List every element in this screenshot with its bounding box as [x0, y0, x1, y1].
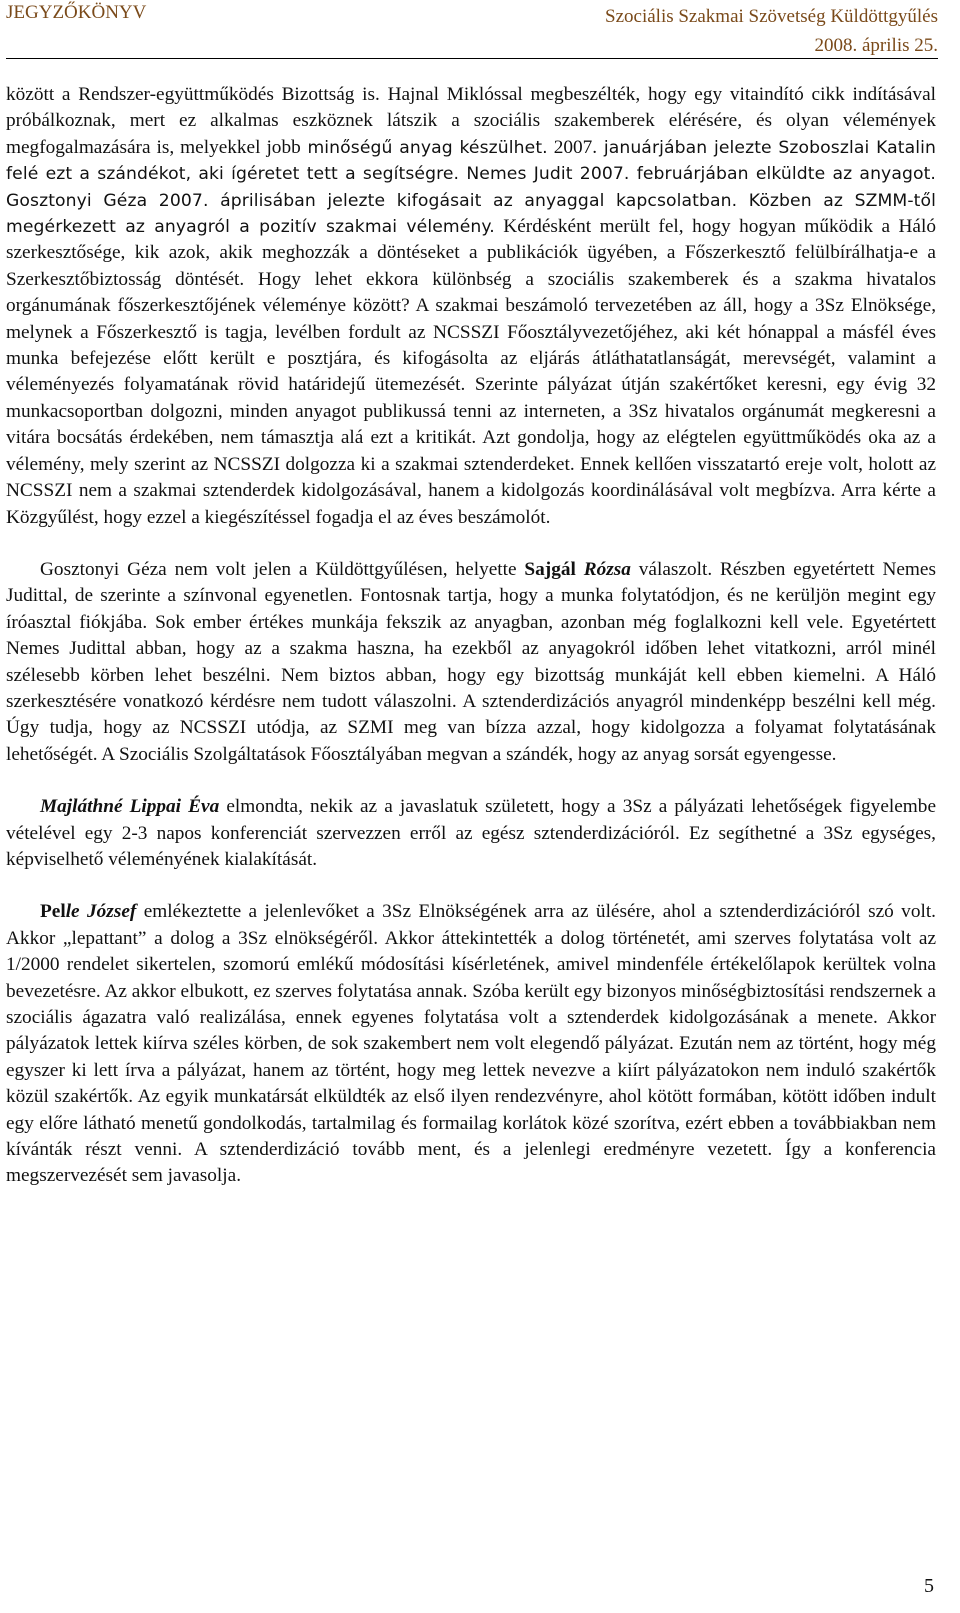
paragraph-3: [6, 794, 936, 873]
p2-text-2: válaszolt. Részben egyetértett Nemes Judittal, de szerinte a színvonal egyenetlen. Fontosnak tartja, hogy a munka folytatódjon, és ne kerüljön megint egy íróasztal fiókjába. Sok ember értékes munkája fekszik az anyagban, azonban még foglalkozni kell vele. Egyetértett Nemes Judittal abban, hogy az a szakma haszna, ha ezekből az anyagokról időben lehet vitatkozni, arról minél szélesebb körben lehet beszélni. Nem biztos abban, hogy egy bizottság munkáját kell ebben kiemelni. A Háló szerkesztésére vonatkozó kérdésre nem tudott válaszolni. A sztenderdizációs anyagról mindenképp beszélni kell még. Úgy tudja, hogy az NCSSZI utódja, az SZMI meg van bízza azzal, hogy kidolgozza a folyamat folytatásának lehetőségét. A Szociális Szolgáltatások Főosztályában megvan a szándék, hogy az anyag sorsát egyengesse.: [6, 558, 936, 765]
event-title: Szociális Szakmai Szövetség Küldöttgyűlés: [605, 6, 938, 27]
p1-text-3: 2007.: [547, 136, 598, 158]
p1-text-8: Kérdésként merült fel, hogy hogyan működik a Háló szerkesztősége, kik azok, akik meghozzák a döntéseket a publikációk ügyében, a Főszerkesztő felülbírálhatja-e a Szerkesztőbiztosság döntését.: [6, 216, 936, 290]
p1-text-6: áprilisában jelezte kifogásait az anyaggal kapcsolatban.: [208, 190, 738, 211]
header-event-block: [605, 2, 938, 60]
speaker-name-pel: Pel: [40, 901, 66, 923]
document-type: JEGYZŐKÖNYV: [6, 2, 147, 23]
event-date: 2008. április 25.: [814, 35, 938, 56]
speaker-name-sajgal: Sajgál: [524, 558, 576, 580]
speaker-name-rozsa: Rózsa: [583, 558, 631, 580]
page-header: [6, 2, 938, 59]
p1-text-1: között a Rendszer-együttműködés Bizottság is. Hajnal Miklóssal megbeszélték, hogy egy vitaindító cikk indításával próbálkoznak, mert ez alkalmas eszköznek látszik a szociális szakemberek elérésére, és olyan vélemények megfogalmazására is, melyekkel jobb: [6, 84, 936, 158]
p1-text-4: januárjában jelezte Szoboszlai Katalin felé ezt a szándékot, aki ígéretet tett a segítségre. Nemes Judit 2007.: [6, 137, 936, 185]
speaker-name-le-jozsef: le József: [65, 901, 137, 923]
p1-text-9: Hogy lehet ekkora különbség a szociális szakemberek és a szakma hivatalos orgánumának főszerkesztőjének véleménye között?: [6, 268, 936, 317]
p1-text-7: Közben az SZMM-től megérkezett az anyagról a pozitív szakmai vélemény.: [6, 190, 936, 238]
document-body: [6, 82, 936, 1190]
p2-text-1: Gosztonyi Géza nem volt jelen a Küldöttgyűlésen, helyette: [40, 558, 525, 580]
p1-text-10: A szakmai beszámoló tervezetében az áll, hogy a 3Sz Elnöksége, melynek a Főszerkesztő is tagja, levélben fordult az NCSSZI Főosztályvezetőjéhez, aki két hónappal a másfél éves munka befejezése előtt került e posztjára, és kifogásolta az eljárás átláthatatlanságát, merevségét, valamint a véleményezés folyamatának rövid határidejű ütemezését. Szerinte pályázat útján szakértőket keresni, egy évig 32 munkacsoportban dolgozni, minden anyagot publikussá tenni az interneten, a 3Sz hivatalos orgánumát megkeresni a vitára bocsátás érdekében, nem támasztja alá ezt a kritikát. Azt gondolja, hogy az elégtelen együttműködés oka az a vélemény, mely szerint az NCSSZI dolgozza ki a szakmai sztenderdeket. Ennek kellően visszatartó ereje volt, holott az NCSSZI nem a szakmai sztenderdek kidolgozásával, hanem a kidolgozás koordinálásával volt megbízva. Arra kérte a Közgyűlést, hogy ezzel a kiegészítéssel fogadja el az éves beszámolót.: [6, 295, 937, 528]
p1-text-2: minőségű anyag készülhet.: [300, 137, 548, 158]
paragraph-4: [6, 899, 936, 1189]
speaker-name-majlathne: Majláthné Lippai Éva: [40, 796, 220, 818]
p1-text-5: februárjában elküldte az anyagot. Gosztonyi Géza 2007.: [6, 164, 936, 211]
paragraph-2: [6, 557, 936, 768]
p3-text: elmondta, nekik az a javaslatuk született, hogy a 3Sz a pályázati lehetőségek figyelembe vételével egy 2-3 napos konferenciát szervezzen erről az egész sztenderdizációról. Ez segíthetné a 3Sz egységes, képviselhető véleményének kialakítását.: [6, 796, 936, 870]
page-number: 5: [924, 1575, 934, 1597]
p4-text: emlékeztette a jelenlevőket a 3Sz Elnökségének arra az ülésére, ahol a sztenderdizációról szó volt. Akkor „lepattant” a dolog a 3Sz elnökségéről. Akkor áttekintették a dolog történetét, ami szerves folytatása volt az 1/2000 rendelet sikertelen, szomorú emlékű módosítási kísérletének, amivel mindenféle értékelőlapok kerültek volna bevezetésre. Az akkor elbukott, ez szerves folytatása annak. Szóba került egy bizonyos minőségbiztosítási rendszernek a szociális ágazatra való realizálása, ennek egyenes folytatása volt a sztenderdek kidolgozásának a menete. Akkor pályázatok lettek kiírva széles körben, de sok szakembert nem volt elegendő pályázat. Ezután nem az történt, hogy még egyszer ki lett írva a pályázat, hanem az történt, hogy meg lettek nevezve a kiírt pályázatokon nem induló szakértők közül szakértők. Az egyik munkatársát elküldték az első ilyen rendezvényre, ahol kötött formában, kötött időben indult egy előre látható menetű gondolkodás, tartalmilag és formailag korlátok közé szorítva, ezért ebben a továbbiakban nem kívánták részt venni. A sztenderdizáció tovább ment, és a jelenlegi eredményre vezetett. Így a konferencia megszervezését sem javasolja.: [6, 901, 936, 1187]
paragraph-1: [6, 82, 936, 531]
